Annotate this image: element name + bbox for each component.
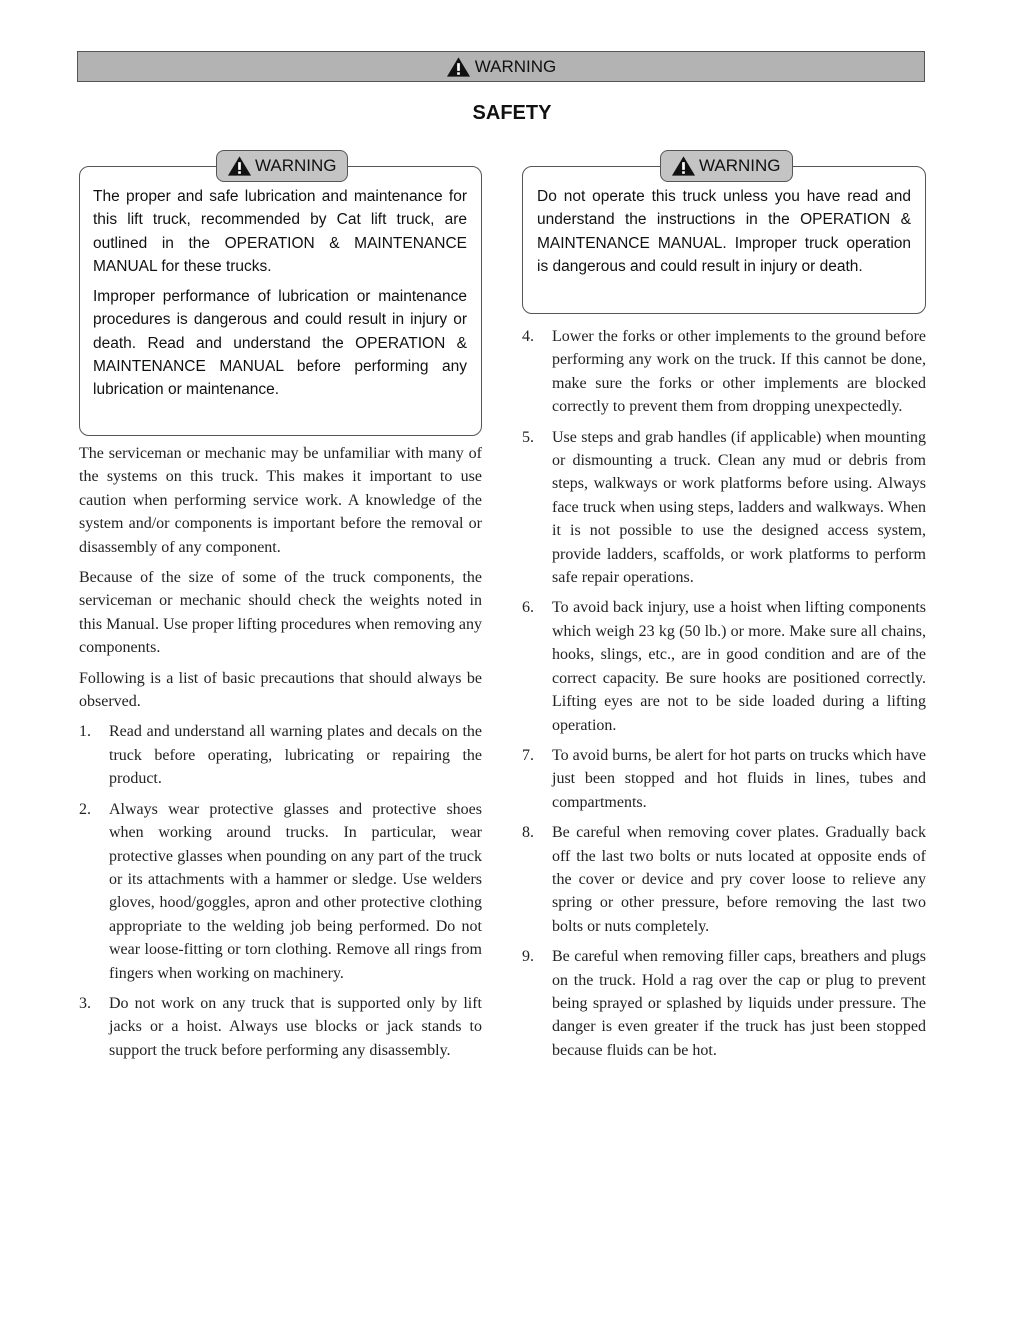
list-item-number: 2. bbox=[79, 800, 91, 818]
list-item-text: Use steps and grab handles (if applicable) when mounting or dismounting a truck. Clean any mud or debris from steps, walkways or work platforms before using. Always face truck when using steps, ladders and walkways. When it is not possible to use the designed access system, provide ladders, scaffolds, or work platforms to perform safe repair operations. bbox=[552, 428, 926, 587]
warning-banner bbox=[77, 51, 925, 82]
left-warning-box bbox=[79, 156, 482, 436]
list-item bbox=[522, 596, 926, 736]
warning-triangle-icon bbox=[446, 56, 471, 78]
right-warning-label: WARNING bbox=[699, 156, 781, 176]
list-item-text: To avoid burns, be alert for hot parts on trucks which have just been stopped and hot fluids in lines, tubes and compartments. bbox=[552, 746, 926, 811]
right-warning-label-tag bbox=[660, 150, 793, 182]
right-warning-paragraph: Do not operate this truck unless you have read and understand the instructions in the OPERATION & MAINTENANCE MANUAL. Improper truck operation is dangerous and could result in injury or death. bbox=[537, 188, 911, 275]
list-item bbox=[79, 720, 482, 790]
list-item-text: To avoid back injury, use a hoist when lifting components which weigh 23 kg (50 lb.) or more. Make sure all chains, hooks, slings, etc., are in good condition and are of the correct capacity. Be sure hooks are positioned correctly. Lifting eyes are not to be side loaded during a lifting operation. bbox=[552, 599, 926, 734]
left-warning-label-tag bbox=[216, 150, 348, 182]
list-item-text: Do not work on any truck that is supported only by lift jacks or a hoist. Always use blocks or jack stands to support the truck before performing any disassembly. bbox=[109, 994, 482, 1059]
list-item-number: 7. bbox=[522, 746, 534, 764]
list-item-number: 9. bbox=[522, 948, 534, 966]
intro-paragraph: Because of the size of some of the truck components, the serviceman or mechanic should check the weights noted in this Manual. Use proper lifting procedures when removing any components. bbox=[79, 569, 483, 657]
list-item bbox=[79, 992, 482, 1062]
list-item bbox=[522, 426, 926, 590]
list-item-text: Be careful when removing filler caps, breathers and plugs on the truck. Hold a rag over the cap or plug to prevent being sprayed or splashed by liquids under pressure. The danger is even greater if the truck has just been stopped because fluids can be hot. bbox=[552, 948, 926, 1059]
list-item-text: Read and understand all warning plates and decals on the truck before operating, lubricating or repairing the product. bbox=[109, 723, 482, 788]
list-item-number: 3. bbox=[79, 994, 91, 1012]
right-column-body bbox=[522, 325, 926, 1069]
warning-triangle-icon bbox=[227, 155, 252, 177]
intro-paragraph: Following is a list of basic precautions that should always be observed. bbox=[79, 669, 482, 711]
list-item bbox=[522, 945, 926, 1062]
list-item-number: 6. bbox=[522, 599, 534, 617]
intro-paragraph: The serviceman or mechanic may be unfamiliar with many of the systems on this truck. This makes it important to use caution when performing service work. A knowledge of the system and/or components is important before the removal or disassembly of any component. bbox=[79, 445, 482, 556]
list-item-text: Lower the forks or other implements to the ground before performing any work on the truck. If this cannot be done, make sure the forks or other implements are blocked correctly to prevent them from dropping unexpectedly. bbox=[552, 328, 926, 416]
list-item bbox=[522, 325, 926, 419]
left-column-body bbox=[79, 442, 482, 1069]
list-item-text: Always wear protective glasses and protective shoes when working around trucks. In particular, wear protective glasses when pounding on any part of the truck or its attachments with a hammer or sledge. Use welders gloves, hood/goggles, apron and other protective clothing appropriate to the welding job being performed. Do not wear loose-fitting or torn clothing. Remove all rings from fingers when working on machinery. bbox=[109, 800, 482, 982]
warning-triangle-icon bbox=[671, 155, 696, 177]
list-item-number: 8. bbox=[522, 824, 534, 842]
list-item bbox=[522, 744, 926, 814]
list-item bbox=[79, 798, 482, 985]
page-title: SAFETY bbox=[472, 102, 552, 124]
left-warning-paragraph: The proper and safe lubrication and maintenance for this lift truck, recommended by Cat lift truck, are outlined in the OPERATION & MAINTENANCE MANUAL for these trucks. bbox=[93, 188, 467, 275]
list-item-text: Be careful when removing cover plates. Gradually back off the last two bolts or nuts located at opposite ends of the cover or device and pry cover loose to relieve any spring or other pressure, before removing the last two bolts or nuts completely. bbox=[552, 824, 926, 935]
list-item-number: 5. bbox=[522, 428, 534, 446]
left-warning-label: WARNING bbox=[255, 156, 337, 176]
list-item-number: 4. bbox=[522, 328, 534, 345]
list-item bbox=[522, 821, 926, 938]
right-warning-box bbox=[522, 156, 926, 314]
warning-banner-label: WARNING bbox=[474, 56, 557, 76]
list-item-number: 1. bbox=[79, 723, 91, 741]
left-warning-paragraph: Improper performance of lubrication or maintenance procedures is dangerous and could result in injury or death. Read and understand the OPERATION & MAINTENANCE MANUAL before performing any lubrication or maintenance. bbox=[93, 288, 467, 399]
